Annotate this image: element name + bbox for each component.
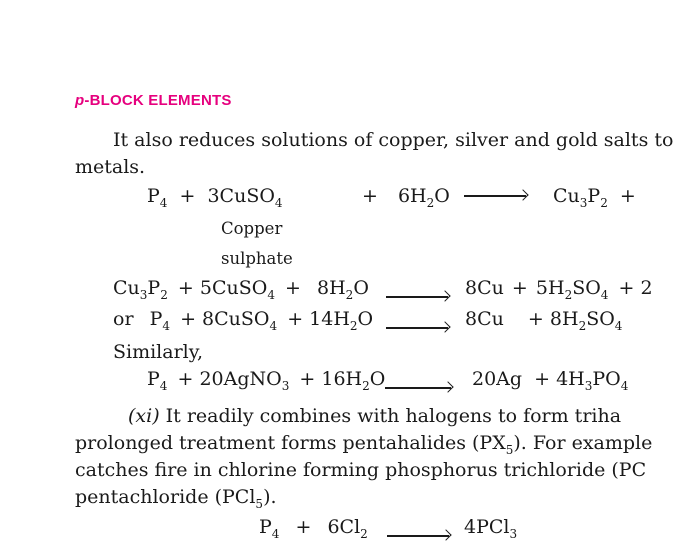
item-number: (xi) [128,405,160,427]
eq4-b: 20AgNO [199,368,282,390]
eq4-arrow-wrap [385,379,451,398]
eq5-plus: + [295,516,312,538]
reaction-arrow [385,387,451,389]
para2-line1-text: It readily combines with halogens to form triha [159,405,622,427]
eq4-p-s: 4 [159,379,168,393]
equation-2 [113,277,369,302]
para2-line2-sub: 5 [505,443,514,457]
eq2-c: 8H [317,277,346,299]
eq4-plus3: + [534,368,551,390]
eq4-e: 4H [556,368,585,390]
para2-line2b: ). For example [513,432,653,454]
equation-4-right [472,368,629,393]
eq1-cuso4: 3CuSO [207,185,275,207]
para2-line2 [75,432,653,457]
eq1-water: 6H [397,185,427,207]
eq2-a-s2: 2 [160,288,168,302]
eq2-plus4: + [618,277,635,299]
eq3-e: 8H [549,308,579,330]
eq3-plus2: + [287,308,304,330]
para2-line3: catches fire in chlorine forming phosphorus trichloride (PC [75,459,647,481]
para2-line4b: ). [263,486,277,508]
eq3-plus1: + [180,308,196,330]
equation-1 [147,185,283,210]
eq2-arrow-wrap [386,288,448,307]
eq3-c-s: 2 [349,319,358,333]
equation-1-right [362,185,526,210]
eq3-plus3: + [527,308,544,330]
eq2-b-s: 4 [267,288,275,302]
para2-line1 [128,405,621,427]
eq4-e-s1: 3 [584,379,593,393]
eq4-e-s2: 4 [620,379,629,393]
equation-5-right [464,516,518,541]
para1-line2: metals. [75,156,146,178]
eq2-a-s1: 3 [139,288,148,302]
eq5-c-s: 3 [509,527,518,541]
eq2-plus1: + [177,277,194,299]
eq4-b-s: 3 [281,379,290,393]
eq4-e-po: PO [592,368,621,390]
eq2-plus3: + [511,277,528,299]
eq1-water-o: O [434,185,450,207]
chapter-header [75,92,232,109]
eq1-p: P [147,185,160,207]
eq1-water-sub: 2 [426,196,435,210]
eq4-c-s: 2 [362,379,370,393]
eq2-c-s: 2 [345,288,354,302]
eq1-p-sub: 4 [159,196,168,210]
eq2-b: 5CuSO [199,277,268,299]
para2-line2a: prolonged treatment forms pentahalides (PX [75,432,506,454]
eq3-e-s1: 2 [578,319,587,333]
eq3-b: 8CuSO [202,308,270,330]
reaction-arrow [386,327,448,329]
reaction-arrow [387,535,449,537]
eq1-plus3: + [619,185,636,207]
eq2-a-p: P [147,277,161,299]
eq1-plus2: + [362,185,378,207]
para2-line4-sub: 5 [255,497,264,511]
equation-5 [259,516,368,541]
eq5-b: 6Cl [327,516,361,538]
eq3-b-s: 4 [269,319,278,333]
sulphate-label: sulphate [221,249,293,268]
para2-line4a: pentachloride (PCl [75,486,256,508]
eq4-p: P [147,368,160,390]
eq3-c-o: O [357,308,374,330]
eq5-arrow-wrap [387,527,449,546]
eq1-plus: + [179,185,196,207]
reaction-arrow [386,296,448,298]
eq5-c: 4PCl [464,516,510,538]
equation-4 [147,368,386,393]
eq3-or: or [113,308,134,330]
eq2-a: Cu [113,277,140,299]
eq5-p-s: 4 [271,527,280,541]
eq1-prod: Cu [553,185,580,207]
eq3-p: P [149,308,163,330]
eq2-e-so: SO [572,277,601,299]
eq3-p-s: 4 [162,319,171,333]
header-rest: -BLOCK ELEMENTS [84,92,232,109]
para1-line1: It also reduces solutions of copper, silver and gold salts to [113,129,673,151]
eq3-arrow-wrap [386,319,448,338]
header-p: p [75,92,85,109]
reaction-arrow [464,195,526,197]
eq2-e-s2: 4 [600,288,609,302]
eq2-c-o: O [353,277,369,299]
eq3-e-so: SO [586,308,615,330]
eq4-plus2: + [299,368,316,390]
eq4-c: 16H [321,368,363,390]
equation-3 [113,308,374,333]
eq4-plus1: + [177,368,194,390]
eq2-f: 2 [640,277,653,299]
equation-1-product [553,185,636,210]
eq3-c: 14H [309,308,350,330]
eq1-cuso4-sub: 4 [274,196,283,210]
eq3-e-s2: 4 [614,319,623,333]
copper-label: Copper [221,219,283,238]
eq4-c-o: O [369,368,386,390]
eq5-p: P [259,516,272,538]
equation-2-right [465,277,653,302]
eq2-d: 8Cu [465,277,504,299]
eq5-b-s: 2 [360,527,368,541]
eq2-plus2: + [285,277,301,299]
equation-3-right [465,308,623,333]
eq4-d: 20Ag [472,368,523,390]
eq2-e-s1: 2 [564,288,573,302]
eq2-e: 5H [535,277,565,299]
similarly-text: Similarly, [113,341,203,363]
eq3-d: 8Cu [465,308,504,330]
para2-line4 [75,486,277,511]
eq1-prod-sub2: 2 [600,196,608,210]
eq1-prod-sub1: 3 [579,196,588,210]
eq1-prod-p: P [587,185,601,207]
